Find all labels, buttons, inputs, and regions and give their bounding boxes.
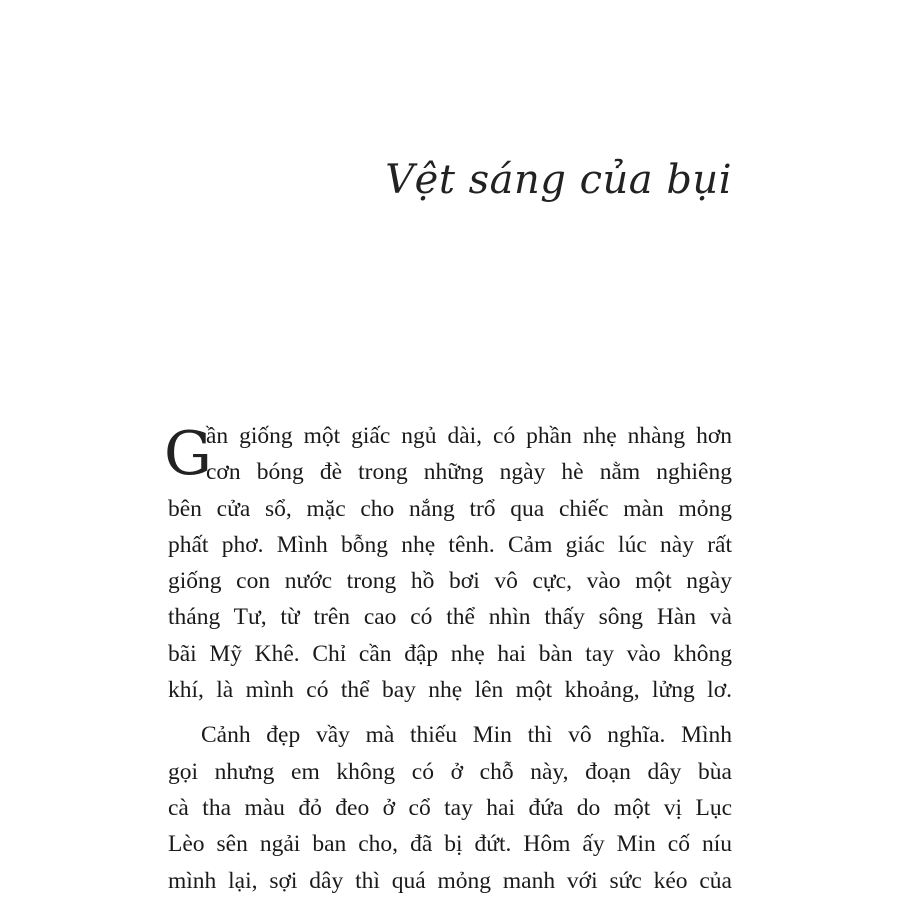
text-line: cơn bóng đè trong những ngày hè nằm nghiêng [206, 459, 732, 486]
text-line: ần giống một giấc ngủ dài, có phần nhẹ nhàng hơn [206, 423, 732, 449]
text-line: tháng Tư, từ trên cao có thể nhìn thấy sông Hàn và [168, 604, 732, 631]
chapter-title: Vệt sáng của bụi [385, 157, 732, 203]
text-line: gọi nhưng em không có ở chỗ này, đoạn dây bùa [168, 758, 732, 785]
text-line: Lèo sên ngải ban cho, đã bị đứt. Hôm ấy Min cố níu [168, 831, 732, 858]
paragraph-2 [168, 717, 732, 898]
text-line: Cảnh đẹp vầy mà thiếu Min thì vô nghĩa. Mình [201, 722, 732, 749]
text-line: cà tha màu đỏ đeo ở cổ tay hai đứa do một vị Lục [168, 794, 732, 821]
paragraph-gap [168, 708, 732, 717]
text-line: mình lại, sợi dây thì quá mỏng manh với sức kéo của [168, 867, 732, 894]
text-line: phất phơ. Mình bỗng nhẹ tênh. Cảm giác lúc này rất [168, 531, 732, 558]
text-line: khí, là mình có thể bay nhẹ lên một khoảng, lửng lơ. [168, 677, 732, 704]
paragraph-1 [164, 418, 732, 708]
text-line: giống con nước trong hồ bơi vô cực, vào một ngày [168, 568, 732, 595]
text-line: bên cửa sổ, mặc cho nắng trổ qua chiếc màn mỏng [168, 495, 732, 522]
drop-cap: G [164, 419, 212, 489]
body-text [164, 418, 732, 899]
text-line: bãi Mỹ Khê. Chỉ cần đập nhẹ hai bàn tay vào không [168, 640, 732, 667]
